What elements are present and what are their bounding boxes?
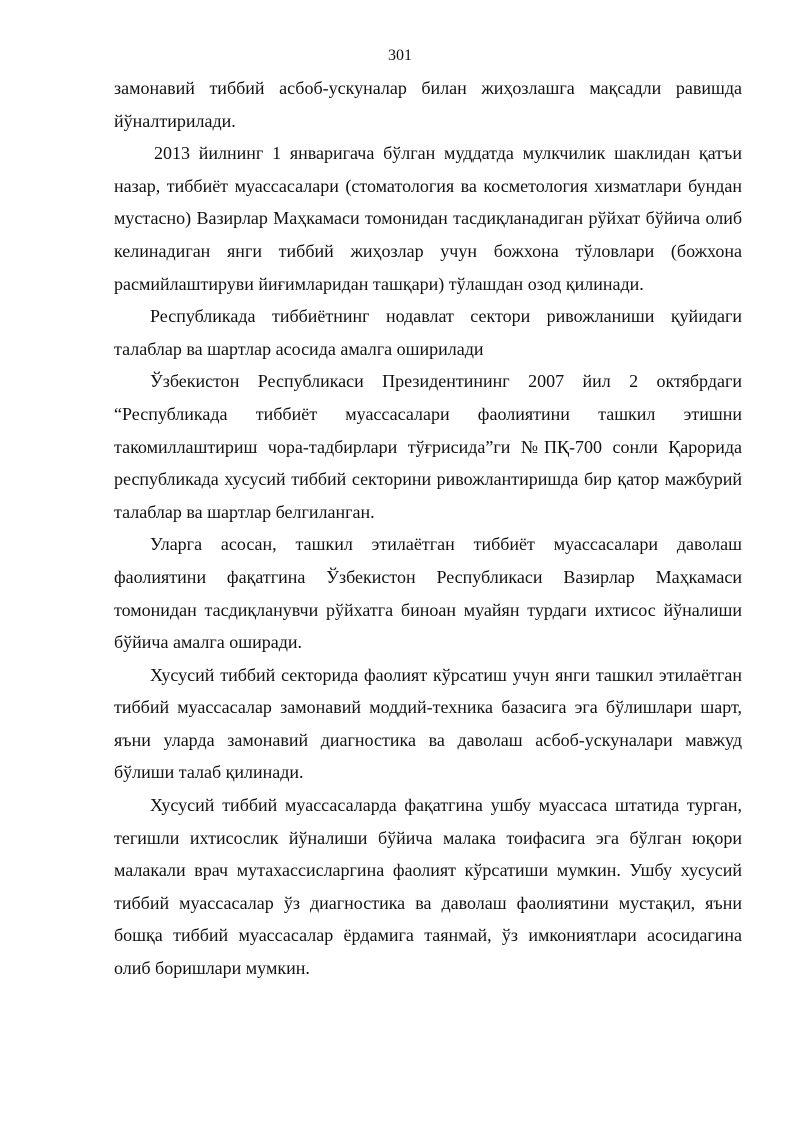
page-number: 301 xyxy=(388,47,412,64)
paragraph-presidential-decree: Ўзбекистон Республикаси Президентининг 2007 йил 2 октябрдаги “Республикада тиббиёт муассасалари фаолиятини ташкил этишни такомиллаштириш чора-тадбирлари тўғрисида”ги №ПҚ-700 сонли Қарорида республикада хусусий тиббий секторини ривожлантиришда бир қатор мажбурий талаблар ва шартлар белгиланган. xyxy=(114,371,742,522)
paragraph-staff-requirements: Хусусий тиббий муассасаларда фақатгина ушбу муассаса штатида турган, тегишли ихтисослик йўналиши бўйича малака тоифасига эга бўлган юқори малакали врач мутахассисларгина фаолият кўрсатиши мумкин. Ушбу хусусий тиббий муассасалар ўз диагностика ва даволаш фаолиятини мустақил, яъни бошқа тиббий муассасалар ёрдамига таянмай, ўз имкониятлари асосидагина олиб боришлари мумкин. xyxy=(114,795,742,979)
paragraph-licensed-activity: Уларга асосан, ташкил этилаётган тиббиёт муассасалари даволаш фаолиятини фақатгина Ўзбекистон Республикаси Вазирлар Маҳкамаси томонидан тасдиқланувчи рўйхатга биноан муайян турдаги ихтисос йўналиши бўйича амалга оширади. xyxy=(114,534,742,653)
paragraph-continuation: замонавий тиббий асбоб-ускуналар билан жиҳозлашга мақсадли равишда йўналтирилади. xyxy=(114,78,742,131)
paragraph-customs-exemption: 2013 йилнинг 1 январигача бўлган муддатда мулкчилик шаклидан қатъи назар, тиббиёт муассасалари (стоматология ва косметология хизматлари бундан мустасно) Вазирлар Маҳкамаси томонидан тасдиқланадиган рўйхат бўйича олиб келинадиган янги тиббий жиҳозлар учун божхона тўловлари (божхона расмийлаштируви йиғимларидан ташқари) тўлашдан озод қилинади. xyxy=(114,143,742,294)
paragraph-nonstate-sector: Республикада тиббиётнинг нодавлат сектори ривожланиши қуйидаги талаблар ва шартлар асосида амалга оширилади xyxy=(114,306,742,359)
document-body xyxy=(114,72,742,985)
paragraph-technical-base: Хусусий тиббий секторида фаолият кўрсатиш учун янги ташкил этилаётган тиббий муассасалар замонавий моддий-техника базасига эга бўлишлари шарт, яъни уларда замонавий диагностика ва даволаш асбоб-ускуналари мавжуд бўлиши талаб қилинади. xyxy=(114,664,742,783)
